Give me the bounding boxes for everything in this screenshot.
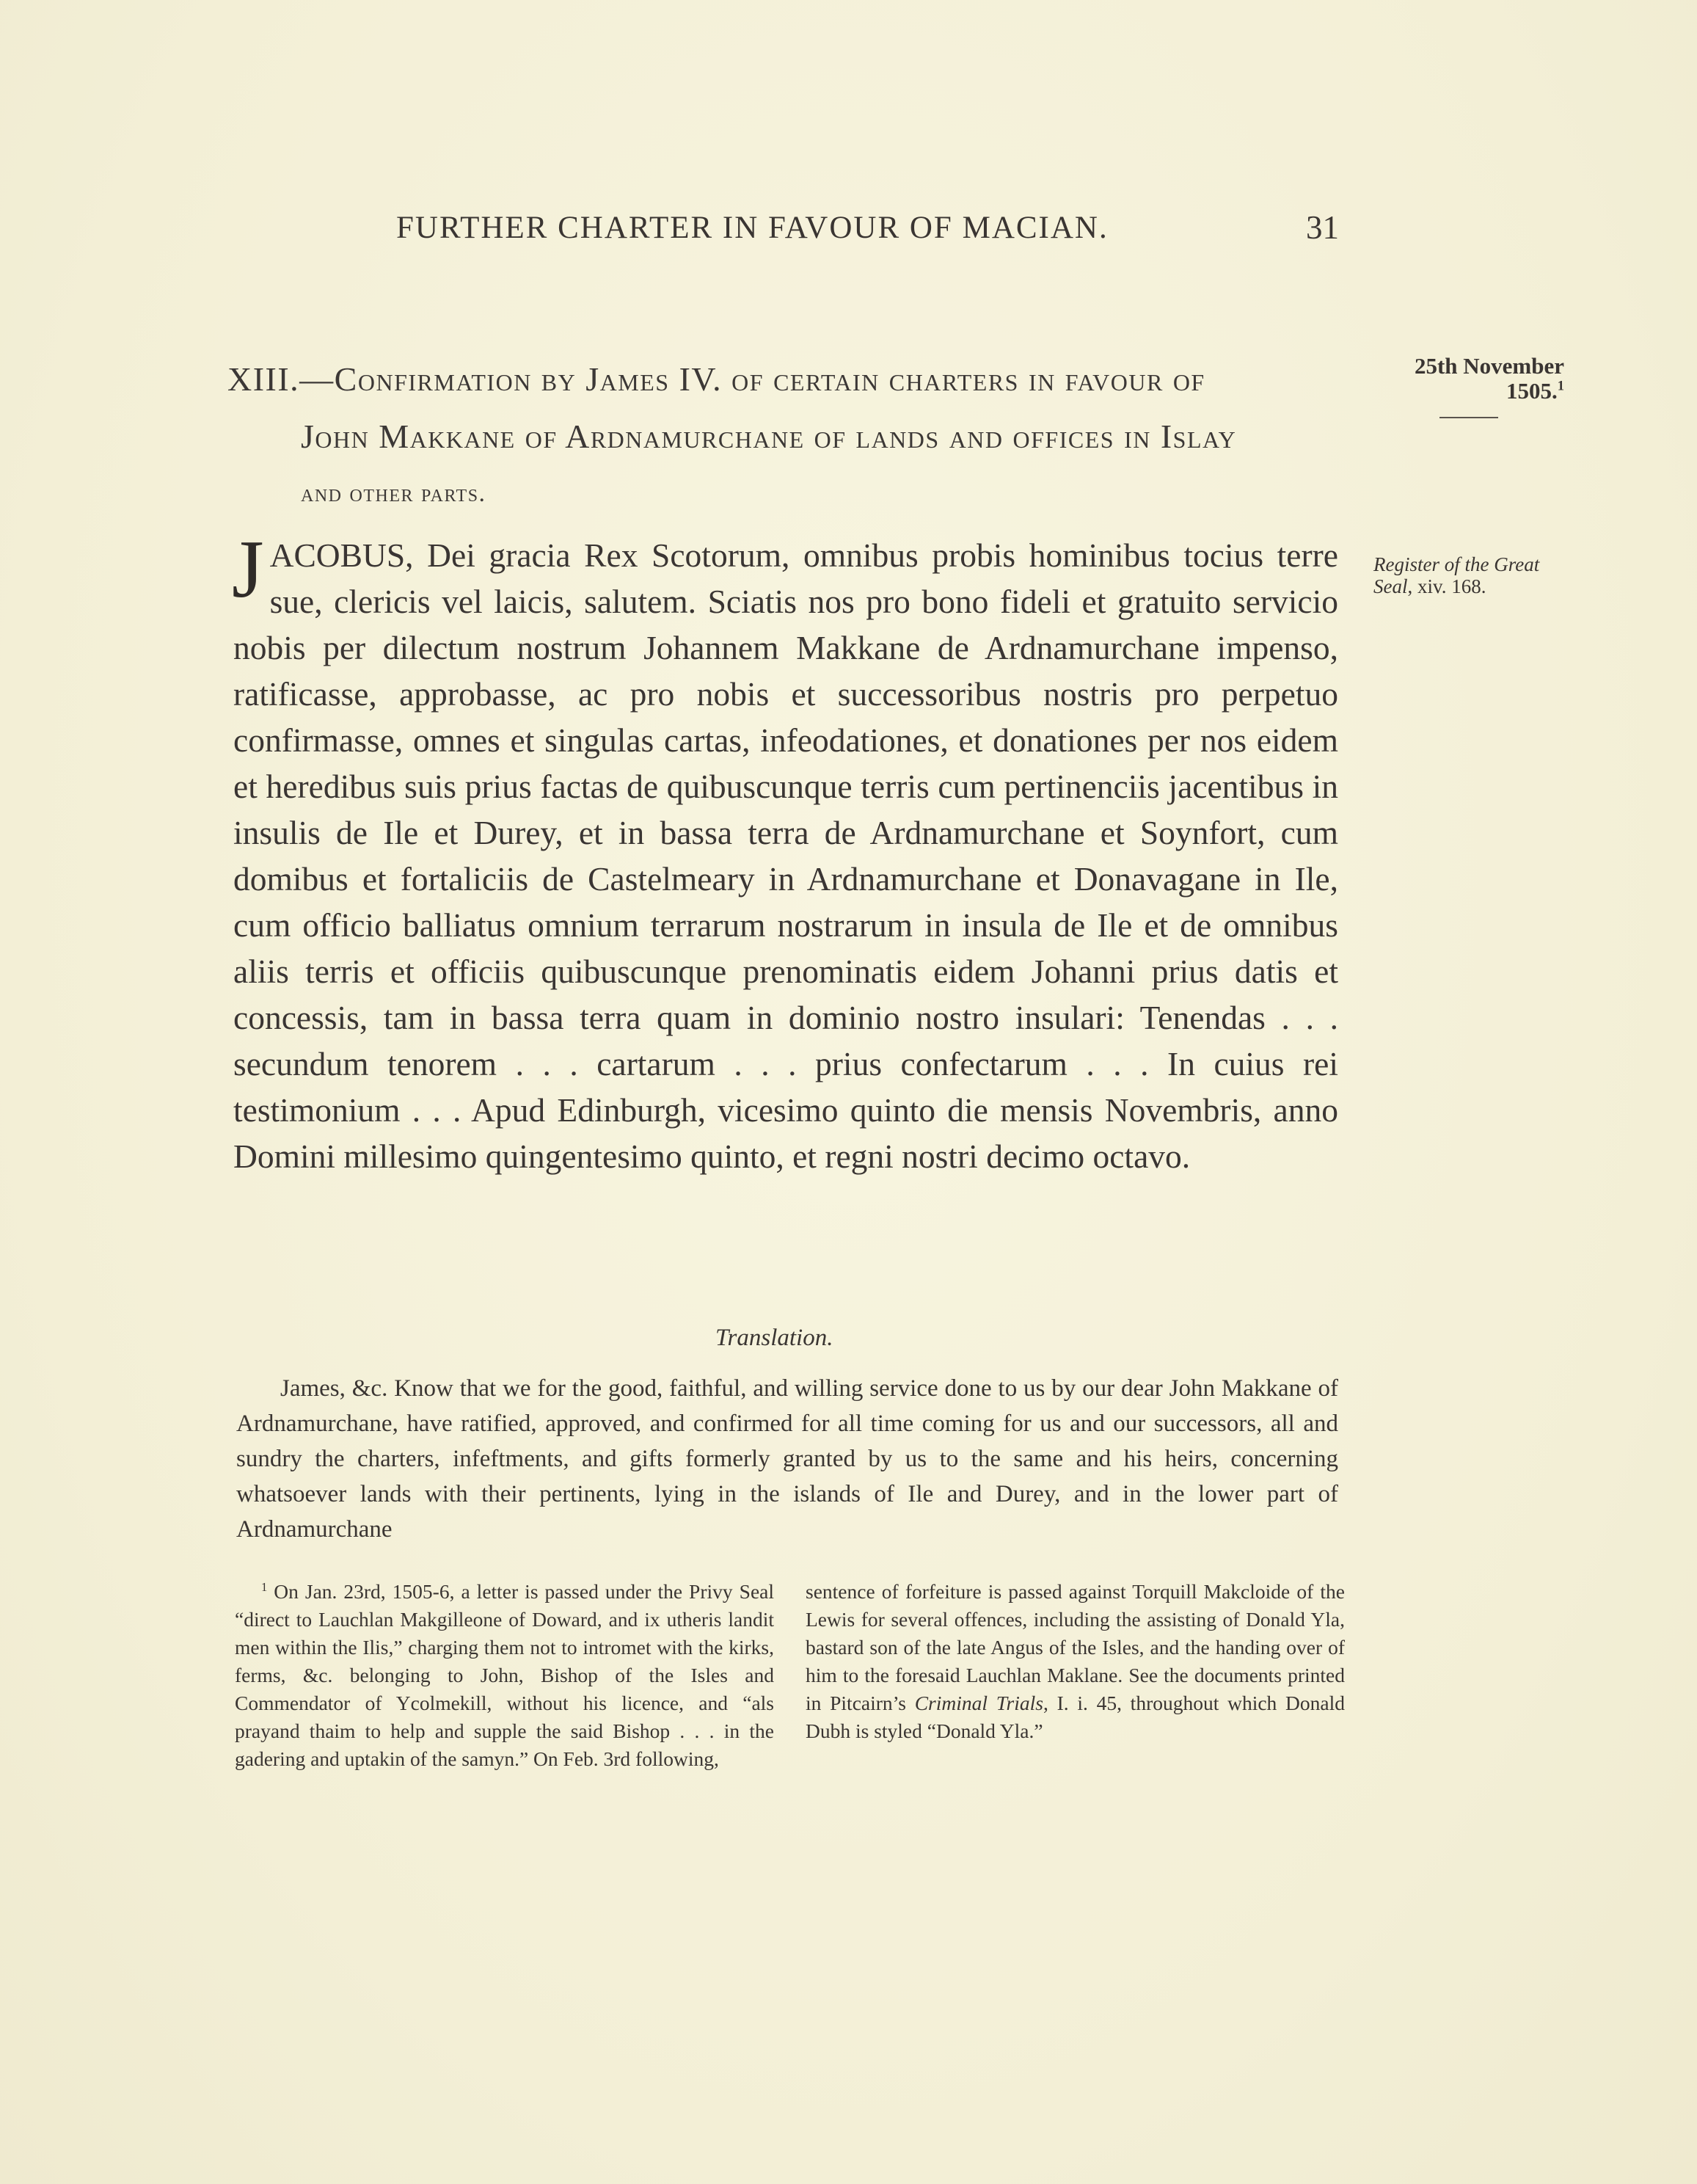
translation-text: James, &c. Know that we for the good, faithful, and willing service done to us by our dear John Makkane of Ardnamurchane, have ratified, approved, and confirmed for all time coming for us and our successors, all and sundry the charters, infeftments, and gifts formerly granted by us to the same and his heirs, concerning whatsoever lands with their pertinents, lying in the islands of Ile and Durey, and in the lower part of Ardnamurchane bbox=[236, 1375, 1338, 1543]
footnote-right-text-start: sentence of forfeiture is passed against Torquill Makcloide of the Lewis for several offences, including the assisting of Donald Yla, bastard son of the late Angus of the Isles, and the handing over of him to the foresaid Lauchlan Maklane. See the documents printed in Pitcairn’s bbox=[806, 1580, 1345, 1714]
footnote-right-text-end: , I. i. 45, throughout which Donald Dubh is styled “Donald Yla.” bbox=[806, 1692, 1345, 1742]
document-heading bbox=[227, 351, 1343, 523]
footnote-marker: 1 bbox=[261, 1579, 268, 1594]
heading-line-2: John Makkane of Ardnamurchane of lands and offices in Islay bbox=[301, 418, 1237, 455]
latin-charter-text bbox=[232, 524, 1338, 1179]
margin-date-line-2 bbox=[1373, 379, 1564, 404]
margin-source-reference bbox=[1373, 553, 1572, 597]
page-number: 31 bbox=[1306, 209, 1339, 246]
margin-divider bbox=[1439, 417, 1498, 418]
margin-ref-volume: , xiv. 168. bbox=[1407, 575, 1486, 597]
latin-body: ACOBUS, Dei gracia Rex Scotorum, omnibus probis hominibus tocius terre sue, clericis vel laicis, salutem. Sciatis nos pro bono fideli et gratuito servicio nobis per dilectum nostrum Johannem Makkane de Ardnamurchane impenso, ratificasse, approbasse, ac pro nobis et successoribus nostris pro perpetuo confirmasse, omnes et singulas cartas, infeodationes, et donationes per nos eidem et heredibus suis prius factas de quibuscunque terris cum pertinenciis jacentibus in insulis de Ile et Durey, et in bassa terra de Ardnamurchane et Soynfort, cum domibus et fortaliciis de Castelmeary in Ardnamurchane et Donavagane in Ile, cum officio balliatus omnium terrarum nostrarum in insula de Ile et de omnibus aliis terris et officiis quibuscunque prenominatis eidem Johanni prius datis et concessis, tam in bassa terra quam in dominio nostro insulari: Tenendas . . . secundum tenorem . . . cartarum . . . prius confectarum . . . In cuius rei testimonium . . . Apud Edinburgh, vicesimo quinto die mensis Novembris, anno Domini millesimo quingentesimo quinto, et regni nostri decimo octavo. bbox=[233, 536, 1338, 1175]
footnote-left-text: On Jan. 23rd, 1505-6, a letter is passed under the Privy Seal “direct to Lauchlan Makgilleone of Doward, and ix utheris landit men within the Ilis,” charging them not to intromet with the kirks, ferms, &c. belonging to John, Bishop of the Isles and Commendator of Ycolmekill, without his licence, and “als prayand thaim to help and supple the said Bishop . . . in the gadering and uptakin of the samyn.” On Feb. 3rd following, bbox=[235, 1580, 774, 1770]
heading-line-1: XIII.—Confirmation by James IV. of certain charters in favour of bbox=[227, 360, 1205, 398]
margin-ref-title: Register of the Great Seal bbox=[1373, 553, 1540, 597]
margin-date-line-1: 25th November bbox=[1414, 353, 1564, 379]
translation-title: Translation. bbox=[715, 1325, 833, 1351]
margin-footnote-marker: 1 bbox=[1557, 378, 1564, 394]
footnote-right-italic-title: Criminal Trials bbox=[914, 1692, 1043, 1714]
running-head-title: FURTHER CHARTER IN FAVOUR OF MACIAN. bbox=[396, 211, 1109, 245]
drop-cap: J bbox=[232, 524, 264, 615]
footnote-left-column bbox=[235, 1578, 774, 1773]
footnote-right-column bbox=[806, 1578, 1345, 1745]
margin-date bbox=[1373, 354, 1564, 404]
margin-date-year: 1505. bbox=[1506, 378, 1558, 404]
heading-line-3: and other parts. bbox=[301, 480, 486, 507]
